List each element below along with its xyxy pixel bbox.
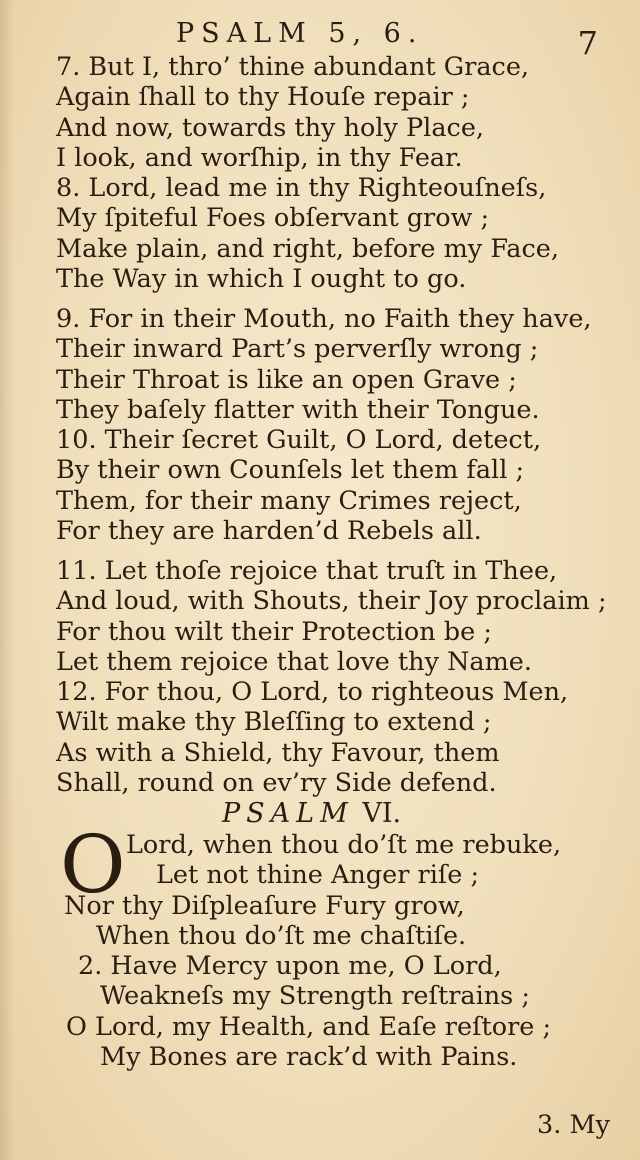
verse-line: 10. Their ſecret Guilt, O Lord, detect, [56, 425, 542, 456]
verse-line: Make plain, and right, before my Face, [56, 233, 559, 264]
page-gutter-shadow [0, 0, 14, 1160]
verse-line: The Way in which I ought to go. [56, 264, 467, 295]
verse-line: O Lord, my Health, and Eaſe reſtore ; [66, 1011, 552, 1042]
verse-line: Shall, round on ev’ry Side defend. [56, 768, 497, 799]
psalm-heading-numeral: VI. [362, 798, 402, 829]
verse-line: 8. Lord, lead me in thy Righteouſneſs, [56, 173, 547, 204]
verse-line: I look, and worſhip, in thy Fear. [56, 142, 463, 173]
drop-cap-letter: O [60, 818, 126, 911]
verse-line: And now, towards thy holy Place, [56, 112, 485, 143]
psalm-heading-word: PSALM [222, 798, 354, 829]
verse-line: 2. Have Mercy upon me, O Lord, [78, 951, 502, 982]
verse-line: Nor thy Diſpleaſure Fury grow, [64, 890, 465, 921]
psalm-6-verses [56, 830, 561, 1072]
verse-line: 7. But I, thro’ thine abundant Grace, [56, 52, 530, 82]
verse-line: And loud, with Shouts, their Joy proclaim ; [56, 586, 607, 617]
verse-line: My ſpiteful Foes obſervant grow ; [56, 203, 490, 234]
verse-line: 9. For in their Mouth, no Faith they have, [56, 304, 592, 334]
verse-line: Wilt make thy Bleſſing to extend ; [56, 707, 492, 738]
verse-line: My Bones are rack’d with Pains. [100, 1042, 518, 1073]
psalm-heading [222, 798, 401, 829]
verse-line: For thou wilt their Protection be ; [56, 616, 492, 647]
verse-line: Again ſhall to thy Houſe repair ; [56, 82, 470, 113]
verse-line: 12. For thou, O Lord, to righteous Men, [56, 677, 569, 708]
verse-line: As with a Shield, thy Favour, them [56, 737, 500, 768]
verse-line: When thou do’ſt me chaſtiſe. [96, 920, 467, 951]
verse-line: For they are harden’d Rebels all. [56, 516, 482, 547]
verses-9-10 [56, 304, 592, 546]
verse-line: Lord, when thou do’ſt me rebuke, [126, 830, 562, 860]
running-title: PSALM 5, 6. [176, 18, 424, 49]
verse-line: They baſely flatter with their Tongue. [56, 394, 540, 425]
verse-line: Weakneſs my Strength reſtrains ; [100, 981, 530, 1012]
verse-line: Their Throat is like an open Grave ; [56, 364, 517, 395]
catchword: 3. My [537, 1110, 610, 1140]
verse-line: 11. Let thoſe rejoice that truſt in Thee, [56, 556, 558, 586]
page-number: 7 [577, 24, 598, 62]
verses-7-8 [56, 52, 559, 294]
verses-11-12 [56, 556, 607, 798]
verse-line: Let not thine Anger riſe ; [156, 860, 480, 891]
verse-line: Their inward Part’s perverſly wrong ; [56, 334, 539, 365]
verse-line: Let them rejoice that love thy Name. [56, 646, 533, 677]
verse-line: By their own Counſels let them fall ; [56, 455, 525, 486]
verse-line: Them, for their many Crimes reject, [56, 485, 522, 516]
